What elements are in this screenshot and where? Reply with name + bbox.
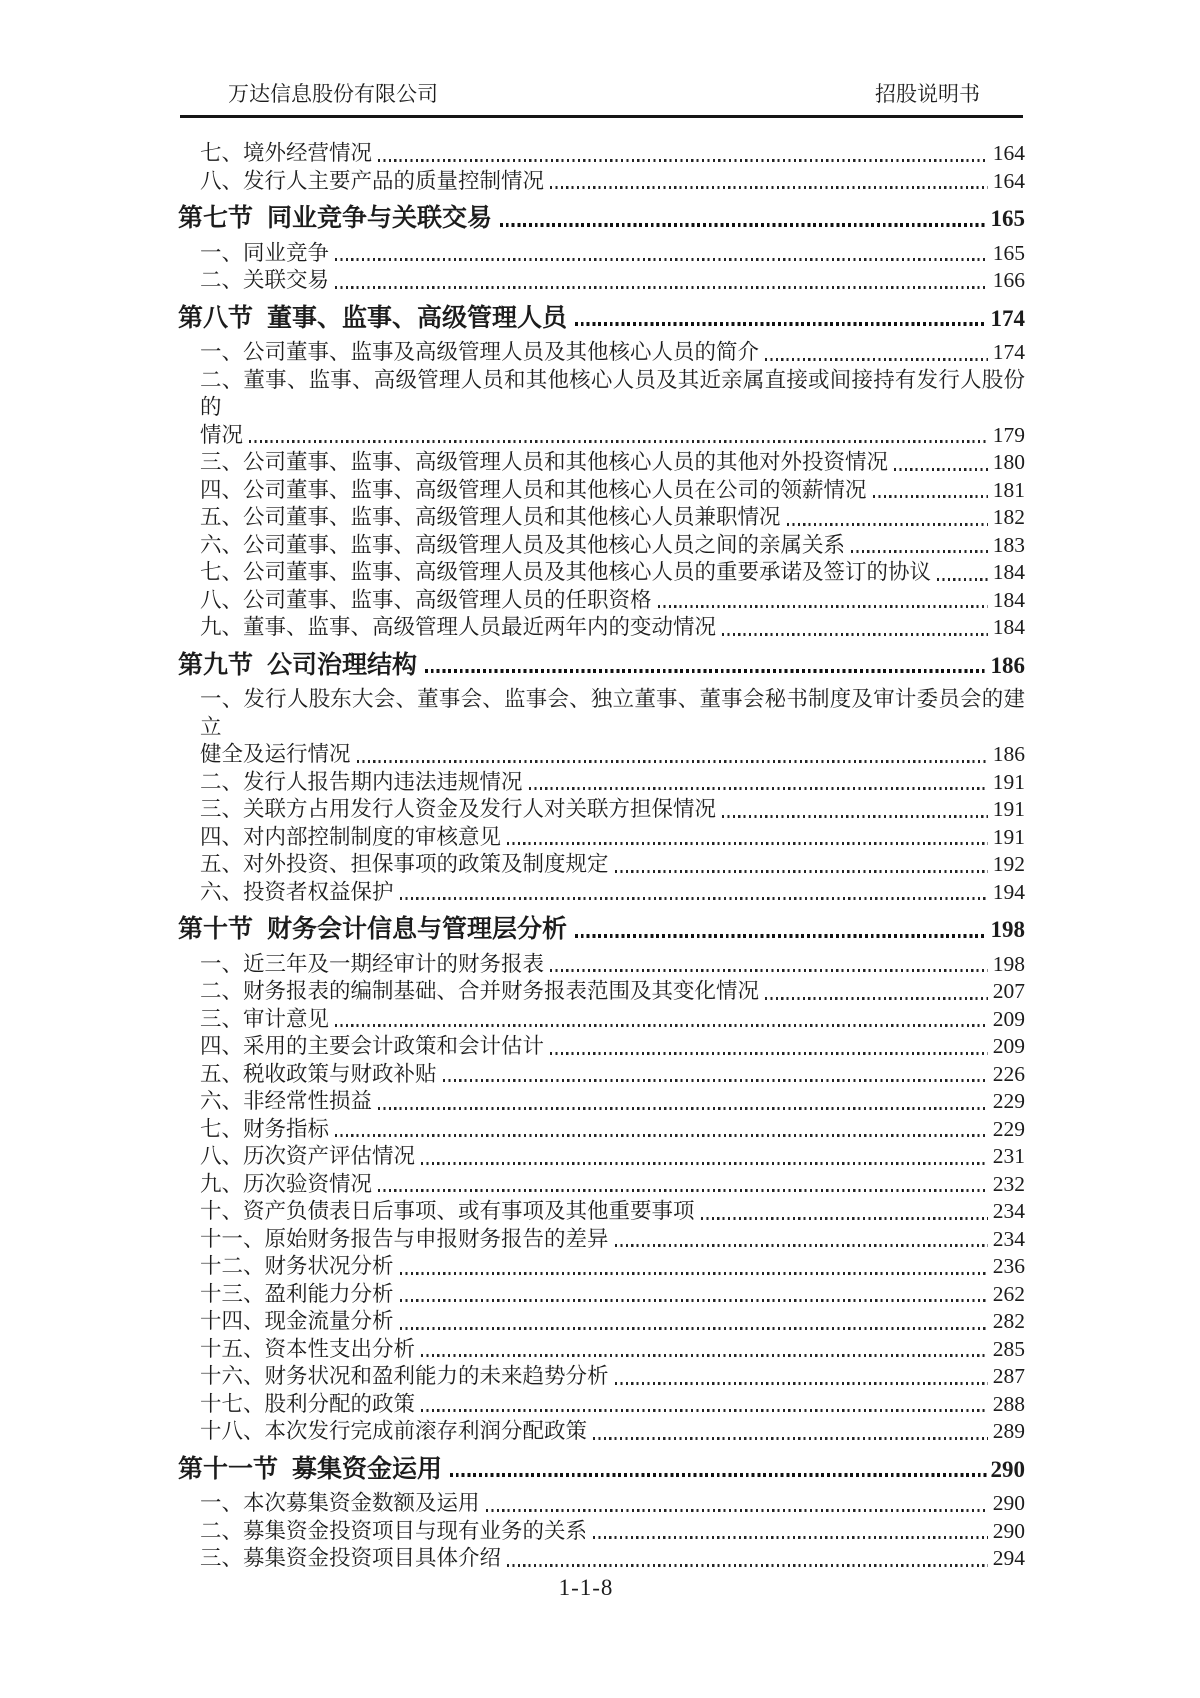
- toc-item-entry: [178, 1116, 1025, 1144]
- toc-page-number: 191: [992, 824, 1025, 849]
- toc-item-text: 二、发行人报告期内违法违规情况: [200, 769, 523, 794]
- toc-item-row: [178, 1391, 1025, 1419]
- toc-item-entry: [178, 824, 1025, 852]
- toc-item-entry: [178, 1198, 1025, 1226]
- toc-item-entry: [178, 1308, 1025, 1336]
- toc-item-entry: [178, 1391, 1025, 1419]
- toc-leader-dots: [615, 1244, 988, 1247]
- toc-leader-dots: [615, 1382, 988, 1385]
- toc-page-number: 182: [992, 505, 1025, 529]
- toc-item-entry: [178, 532, 1025, 560]
- toc-item-text: 四、采用的主要会计政策和会计估计: [200, 1034, 545, 1058]
- toc-item-text-line1: 二、董事、监事、高级管理人员和其他核心人员及其近亲属直接或间接持有发行人股份的: [200, 367, 1025, 419]
- toc-section-title: 同业竞争与关联交易: [267, 205, 493, 232]
- toc-leader-dots: [421, 1162, 988, 1165]
- toc-page-number: 194: [992, 879, 1025, 904]
- toc-item-row: [178, 449, 1025, 477]
- toc-section-title: 财务会计信息与管理层分析: [267, 916, 568, 943]
- toc-page-number: 229: [992, 1089, 1025, 1113]
- toc-leader-dots: [400, 1272, 988, 1275]
- toc-item-row: [178, 824, 1025, 852]
- toc-leader-dots: [400, 1299, 988, 1302]
- toc-item-text: 一、公司董事、监事及高级管理人员及其他核心人员的简介: [200, 340, 760, 364]
- toc-page-number: 234: [992, 1199, 1025, 1223]
- toc-section-entry: [178, 205, 1025, 233]
- toc-page-number: 209: [992, 1006, 1025, 1031]
- toc-item-row: [178, 140, 1025, 168]
- toc-section-title: 董事、监事、高级管理人员: [267, 304, 568, 332]
- toc-leader-dots: [529, 787, 988, 790]
- toc-item-text: 一、同业竞争: [200, 240, 330, 265]
- toc-leader-dots: [421, 1354, 988, 1357]
- toc-item-text: 十八、本次发行完成前滚存利润分配政策: [200, 1419, 588, 1443]
- toc-item-entry: [178, 240, 1025, 268]
- toc-item-entry: [178, 686, 1025, 769]
- toc-item-entry: [178, 1418, 1025, 1446]
- toc-item-text: 八、历次资产评估情况: [200, 1144, 416, 1168]
- toc-item-entry: [178, 1518, 1025, 1546]
- toc-item-row: [178, 796, 1025, 824]
- toc-leader-dots: [873, 495, 988, 498]
- toc-item-row: [178, 1226, 1025, 1254]
- toc-page-number: 181: [992, 477, 1025, 502]
- toc-page-number: 209: [992, 1034, 1025, 1058]
- toc-leader-dots: [722, 633, 988, 636]
- toc-leader-dots: [486, 1509, 988, 1512]
- toc-item-entry: [178, 769, 1025, 797]
- toc-item-entry: [178, 504, 1025, 532]
- toc-item-row: [178, 1281, 1025, 1309]
- toc-leader-dots: [335, 258, 988, 261]
- toc-section-label: 第八节: [178, 304, 254, 332]
- toc-page-number: 232: [992, 1171, 1025, 1196]
- toc-item-text: 十一、原始财务报告与申报财务报告的差异: [200, 1226, 609, 1251]
- toc-item-text: 五、税收政策与财政补贴: [200, 1061, 437, 1086]
- toc-item-row: [178, 168, 1025, 196]
- toc-item-entry: [178, 587, 1025, 615]
- toc-page-number: 186: [990, 652, 1025, 678]
- toc-item-entry: [178, 1226, 1025, 1254]
- toc-item-row: [178, 339, 1025, 367]
- toc-page-number: 174: [992, 340, 1025, 364]
- toc-item-row: [178, 851, 1025, 879]
- toc-item-row: [178, 559, 1025, 587]
- toc-leader-dots: [425, 669, 986, 673]
- toc-item-entry: [178, 1336, 1025, 1364]
- toc-section-entry: [178, 305, 1025, 333]
- toc-item-row: [178, 614, 1025, 642]
- toc-section-title: 公司治理结构: [267, 651, 418, 679]
- toc-leader-dots: [593, 1536, 988, 1539]
- toc-page-number: 183: [992, 532, 1025, 557]
- toc-item-text-line1: 一、发行人股东大会、董事会、监事会、独立董事、董事会秘书制度及审计委员会的建立: [200, 687, 1025, 739]
- toc-item-row: [178, 1545, 1025, 1573]
- toc-leader-dots: [507, 1564, 988, 1567]
- toc-item-entry: [178, 559, 1025, 587]
- toc-item-text: 十五、资本性支出分析: [200, 1336, 416, 1361]
- toc-page-number: 192: [992, 852, 1025, 876]
- toc-leader-dots: [357, 760, 988, 763]
- toc-item-entry: [178, 477, 1025, 505]
- toc-item-row: [178, 1490, 1025, 1518]
- toc-page-number: 165: [992, 240, 1025, 265]
- toc-item-text: 七、公司董事、监事、高级管理人员及其他核心人员的重要承诺及签订的协议: [200, 560, 932, 584]
- toc-item-entry: [178, 267, 1025, 295]
- toc-item-text: 十六、财务状况和盈利能力的未来趋势分析: [200, 1364, 609, 1388]
- toc-page-number: 184: [992, 615, 1025, 639]
- toc-page-number: 236: [992, 1254, 1025, 1278]
- toc-page-number: 184: [992, 587, 1025, 612]
- toc-leader-dots: [787, 523, 988, 526]
- page-number-footer: 1-1-8: [558, 1575, 614, 1600]
- toc-item-row: [178, 879, 1025, 907]
- toc-item-entry: [178, 367, 1025, 450]
- toc-item-text: 八、发行人主要产品的质量控制情况: [200, 168, 545, 193]
- toc-item-entry: [178, 796, 1025, 824]
- running-header: [180, 82, 1023, 118]
- toc-item-text: 三、审计意见: [200, 1006, 330, 1031]
- toc-item-text: 三、公司董事、监事、高级管理人员和其他核心人员的其他对外投资情况: [200, 450, 889, 474]
- toc-page-number: 262: [992, 1281, 1025, 1306]
- toc-page-number: 164: [992, 168, 1025, 193]
- toc-page-number: 180: [992, 450, 1025, 474]
- toc-item-text: 七、财务指标: [200, 1116, 330, 1141]
- toc-item-entry: [178, 140, 1025, 168]
- toc-section-entry: [178, 1456, 1025, 1484]
- toc-item-text: 二、关联交易: [200, 268, 330, 292]
- toc-item-text: 健全及运行情况: [200, 742, 351, 766]
- toc-leader-dots: [378, 159, 988, 162]
- toc-item-row: [178, 1061, 1025, 1089]
- toc-page-number: 184: [992, 560, 1025, 584]
- toc-leader-dots: [765, 997, 988, 1000]
- toc-item-entry: [178, 1088, 1025, 1116]
- toc-leader-dots: [421, 1409, 988, 1412]
- toc-leader-dots: [658, 605, 988, 608]
- toc-page-number: 186: [992, 742, 1025, 766]
- toc-page-number: 290: [992, 1491, 1025, 1515]
- toc-leader-dots: [335, 1024, 988, 1027]
- toc-page-number: 198: [992, 951, 1025, 976]
- toc-item-row: [178, 532, 1025, 560]
- toc-item-row: [178, 769, 1025, 797]
- toc-page-number: 290: [990, 1456, 1025, 1482]
- toc-item-text: 三、募集资金投资项目具体介绍: [200, 1546, 502, 1570]
- toc-leader-dots: [550, 186, 988, 189]
- toc-item-row: [178, 1006, 1025, 1034]
- toc-item-text: 八、公司董事、监事、高级管理人员的任职资格: [200, 587, 652, 612]
- toc-item-entry: [178, 1545, 1025, 1573]
- toc-leader-dots: [378, 1107, 988, 1110]
- toc-item-text: 十、资产负债表日后事项、或有事项及其他重要事项: [200, 1199, 695, 1223]
- toc-item-text: 五、对外投资、担保事项的政策及制度规定: [200, 852, 609, 876]
- toc-page-number: 294: [992, 1546, 1025, 1570]
- toc-item-text: 六、非经常性损益: [200, 1089, 373, 1113]
- toc-page-number: 164: [992, 141, 1025, 165]
- toc-leader-dots: [507, 842, 988, 845]
- toc-item-row: [178, 1253, 1025, 1281]
- document-type-label: 招股说明书: [875, 82, 980, 106]
- toc-item-text: 十七、股利分配的政策: [200, 1391, 416, 1416]
- toc-page-number: 231: [992, 1144, 1025, 1168]
- toc-item-row: [178, 504, 1025, 532]
- toc-item-entry: [178, 1490, 1025, 1518]
- toc-leader-dots: [615, 870, 988, 873]
- toc-leader-dots: [550, 1052, 988, 1055]
- toc-item-entry: [178, 1171, 1025, 1199]
- toc-item-row: [178, 1198, 1025, 1226]
- toc-leader-dots: [593, 1437, 988, 1440]
- toc-leader-dots: [575, 322, 986, 326]
- toc-item-row: [178, 267, 1025, 295]
- toc-item-row: [178, 1033, 1025, 1061]
- toc-item-row: [178, 422, 1025, 450]
- toc-item-text: 四、对内部控制制度的审核意见: [200, 824, 502, 849]
- toc-item-entry: [178, 1143, 1025, 1171]
- toc-item-text: 六、投资者权益保护: [200, 879, 394, 904]
- toc-leader-dots: [701, 1217, 988, 1220]
- toc-item-entry: [178, 339, 1025, 367]
- toc-item-text: 二、募集资金投资项目与现有业务的关系: [200, 1518, 588, 1543]
- toc-item-text: 十三、盈利能力分析: [200, 1281, 394, 1306]
- toc-item-row: [178, 1308, 1025, 1336]
- toc-item-entry: [178, 951, 1025, 979]
- toc-item-text: 十四、现金流量分析: [200, 1309, 394, 1333]
- toc-page-number: 234: [992, 1226, 1025, 1251]
- toc-leader-dots: [335, 1134, 988, 1137]
- toc-section-entry: [178, 652, 1025, 680]
- toc-item-entry: [178, 1033, 1025, 1061]
- toc-item-row: [178, 1363, 1025, 1391]
- toc-page-number: 285: [992, 1336, 1025, 1361]
- toc-page-number: 191: [992, 797, 1025, 821]
- toc-item-row: [178, 741, 1025, 769]
- toc-page-number: 165: [990, 206, 1025, 231]
- toc-leader-dots: [249, 440, 988, 443]
- toc-leader-dots: [450, 1473, 986, 1477]
- toc-leader-dots: [378, 1189, 988, 1192]
- toc-item-text: 情况: [200, 422, 244, 447]
- toc-section-label: 第十一节: [178, 1455, 279, 1483]
- toc-page-number: 290: [992, 1518, 1025, 1543]
- toc-page-number: 226: [992, 1061, 1025, 1086]
- toc-page-number: 289: [992, 1419, 1025, 1443]
- toc-item-row: [178, 240, 1025, 268]
- toc-item-entry: [178, 1061, 1025, 1089]
- toc-page-number: 179: [992, 422, 1025, 447]
- toc-item-entry: [178, 614, 1025, 642]
- toc-item-row: [178, 1116, 1025, 1144]
- toc-section-title: 募集资金运用: [292, 1455, 443, 1483]
- toc-leader-dots: [443, 1079, 988, 1082]
- toc-item-entry: [178, 1363, 1025, 1391]
- toc-item-row: [178, 1418, 1025, 1446]
- toc-item-row: [178, 1171, 1025, 1199]
- toc-item-text: 四、公司董事、监事、高级管理人员和其他核心人员在公司的领薪情况: [200, 477, 867, 502]
- toc-leader-dots: [851, 550, 988, 553]
- toc-item-entry: [178, 1006, 1025, 1034]
- toc-section-entry: [178, 916, 1025, 944]
- toc-item-row: [178, 978, 1025, 1006]
- toc-item-row: [178, 1336, 1025, 1364]
- toc-page-number: 166: [992, 268, 1025, 292]
- toc-leader-dots: [894, 468, 988, 471]
- toc-leader-dots: [500, 223, 986, 227]
- toc-item-text: 一、本次募集资金数额及运用: [200, 1491, 480, 1515]
- toc-item-text: 十二、财务状况分析: [200, 1254, 394, 1278]
- toc-item-entry: [178, 168, 1025, 196]
- toc-item-text: 三、关联方占用发行人资金及发行人对关联方担保情况: [200, 797, 717, 821]
- toc-item-row: [178, 587, 1025, 615]
- toc-leader-dots: [765, 358, 988, 361]
- toc-item-entry: [178, 449, 1025, 477]
- toc-leader-dots: [550, 969, 988, 972]
- toc-leader-dots: [937, 578, 988, 581]
- toc-leader-dots: [335, 286, 988, 289]
- company-name: 万达信息股份有限公司: [228, 82, 438, 106]
- toc-page-number: 198: [990, 917, 1025, 942]
- toc-item-text: 二、财务报表的编制基础、合并财务报表范围及其变化情况: [200, 979, 760, 1003]
- toc-item-text: 六、公司董事、监事、高级管理人员及其他核心人员之间的亲属关系: [200, 532, 846, 557]
- toc-page-number: 207: [992, 979, 1025, 1003]
- toc-leader-dots: [400, 1327, 988, 1330]
- toc-page-number: 287: [992, 1364, 1025, 1388]
- toc-item-row: [178, 1088, 1025, 1116]
- toc-page-number: 288: [992, 1391, 1025, 1416]
- toc-leader-dots: [575, 934, 986, 938]
- toc-item-text: 一、近三年及一期经审计的财务报表: [200, 951, 545, 976]
- toc-section-label: 第七节: [178, 205, 254, 232]
- toc-item-row: [178, 477, 1025, 505]
- toc-page-number: 229: [992, 1116, 1025, 1141]
- toc-item-text: 九、历次验资情况: [200, 1171, 373, 1196]
- toc-section-label: 第十节: [178, 916, 254, 943]
- toc-page-number: 282: [992, 1309, 1025, 1333]
- toc-item-row: [178, 951, 1025, 979]
- toc-item-row: [178, 1143, 1025, 1171]
- toc-item-row: [178, 1518, 1025, 1546]
- toc-item-entry: [178, 1281, 1025, 1309]
- toc-page-number: 174: [990, 305, 1025, 331]
- toc-page-number: 191: [992, 769, 1025, 794]
- toc-item-entry: [178, 851, 1025, 879]
- toc-item-text: 七、境外经营情况: [200, 141, 373, 165]
- toc-leader-dots: [722, 815, 988, 818]
- toc-item-entry: [178, 879, 1025, 907]
- toc-item-entry: [178, 978, 1025, 1006]
- toc-item-text: 五、公司董事、监事、高级管理人员和其他核心人员兼职情况: [200, 505, 781, 529]
- toc-item-entry: [178, 1253, 1025, 1281]
- toc-list: [178, 140, 1025, 1573]
- toc-section-label: 第九节: [178, 651, 254, 679]
- toc-item-text: 九、董事、监事、高级管理人员最近两年内的变动情况: [200, 615, 717, 639]
- toc-leader-dots: [400, 897, 988, 900]
